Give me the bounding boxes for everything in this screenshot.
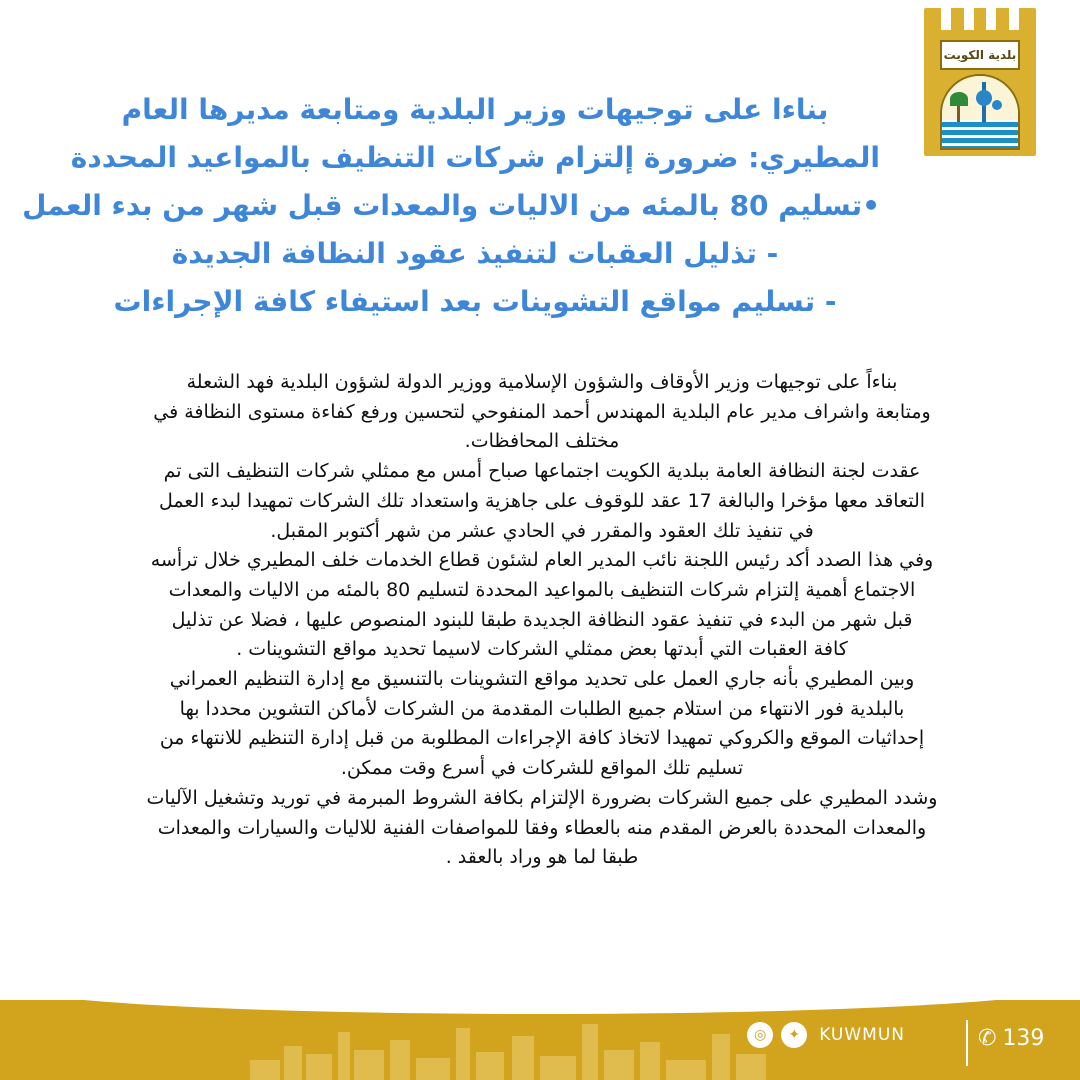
city-skyline [250,1020,770,1080]
body-line: التعاقد معها مؤخرا والبالغة 17 عقد للوقوف على جاهزية واستعداد تلك الشركات تمهيدا لبدء العمل [158,489,926,512]
body-line: طبقا لما هو وراد بالعقد . [445,846,639,869]
instagram-icon[interactable]: ◎ [747,1022,773,1048]
logo-label: بلدية الكويت [940,40,1020,70]
social-handle[interactable]: KUWMUN [819,1025,905,1045]
headline [22,86,890,326]
phone-icon: ✆ [978,1026,997,1051]
body-line: وبين المطيري بأنه جاري العمل على تحديد مواقع التشوينات بالتنسيق مع إدارة التنظيم العمراني [169,668,915,691]
body-line: مختلف المحافظات. [464,430,620,453]
headline-line: بناءا على توجيهات وزير البلدية ومتابعة مديرها العام [121,93,829,126]
logo-arch [940,74,1020,150]
body-line: ومتابعة واشراف مدير عام البلدية المهندس أحمد المنفوحي لتحسين ورفع كفاءة مستوى النظافة في [153,400,931,423]
body-line: عقدت لجنة النظافة العامة ببلدية الكويت اجتماعها صباح أمس مع ممثلي شركات التنظيف التى تم [163,460,921,483]
logo-battlement [930,8,1030,30]
footer-wave [0,984,1080,1014]
body-line: قبل شهر من البدء في تنفيذ عقود النظافة الجديدة طبقا للبنود المنصوص عليها ، فضلا عن تذليل [171,608,913,631]
body-line: إحداثيات الموقع والكروكي تمهيدا لاتخاذ كافة الإجراءات المطلوبة من قبل إدارة التنظيم للانتهاء من [159,727,925,750]
body-line: في تنفيذ تلك العقود والمقرر في الحادي عشر من شهر أكتوبر المقبل. [270,519,814,542]
body-line: والمعدات المحددة بالعرض المقدم منه بالعطاء وفقا للمواصفات الفنية للاليات والسيارات والمعدات [157,816,927,839]
body-line: وشدد المطيري على جميع الشركات بضرورة الإلتزام بكافة الشروط المبرمة في توريد وتشغيل الآليات [146,786,938,809]
body-line: بناءاً على توجيهات وزير الأوقاف والشؤون الإسلامية ووزير الدولة لشؤون البلدية فهد الشعلة [186,371,898,393]
headline-line: - تسليم مواقع التشوينات بعد استيفاء كافة الإجراءات [113,285,837,318]
body-line: بالبلدية فور الانتهاء من استلام جميع الطلبات المقدمة من الشركات لأماكن التشوين محددا بها [179,697,905,720]
headline-line: •تسليم 80 بالمئه من الاليات والمعدات قبل شهر من بدء العمل [22,189,880,222]
hotline-number: 139 [1002,1026,1045,1051]
body-line: الاجتماع أهمية إلتزام شركات التنظيف بالمواعيد المحددة لتسليم 80 بالمئه من الاليات والمعدات [168,578,916,601]
body-line: تسليم تلك المواقع للشركات في أسرع وقت ممكن. [340,757,744,780]
hotline[interactable] [978,1026,1044,1051]
footer-bar [0,1000,1080,1080]
social-links [747,1022,905,1048]
headline-line: المطيري: ضرورة إلتزام شركات التنظيف بالمواعيد المحددة [70,141,880,174]
headline-line: - تذليل العقبات لتنفيذ عقود النظافة الجديدة [171,237,779,270]
footer-divider [966,1020,968,1066]
body-line: وفي هذا الصدد أكد رئيس اللجنة نائب المدير العام لشئون قطاع الخدمات خلف المطيري خلال ترأسه [150,549,934,572]
body-line: كافة العقبات التي أبدتها بعض ممثلي الشركات لاسيما تحديد مواقع التشوينات . [236,638,848,661]
article-body [72,368,1012,873]
twitter-icon[interactable]: ✦ [781,1022,807,1048]
kuwait-municipality-logo [924,8,1036,156]
